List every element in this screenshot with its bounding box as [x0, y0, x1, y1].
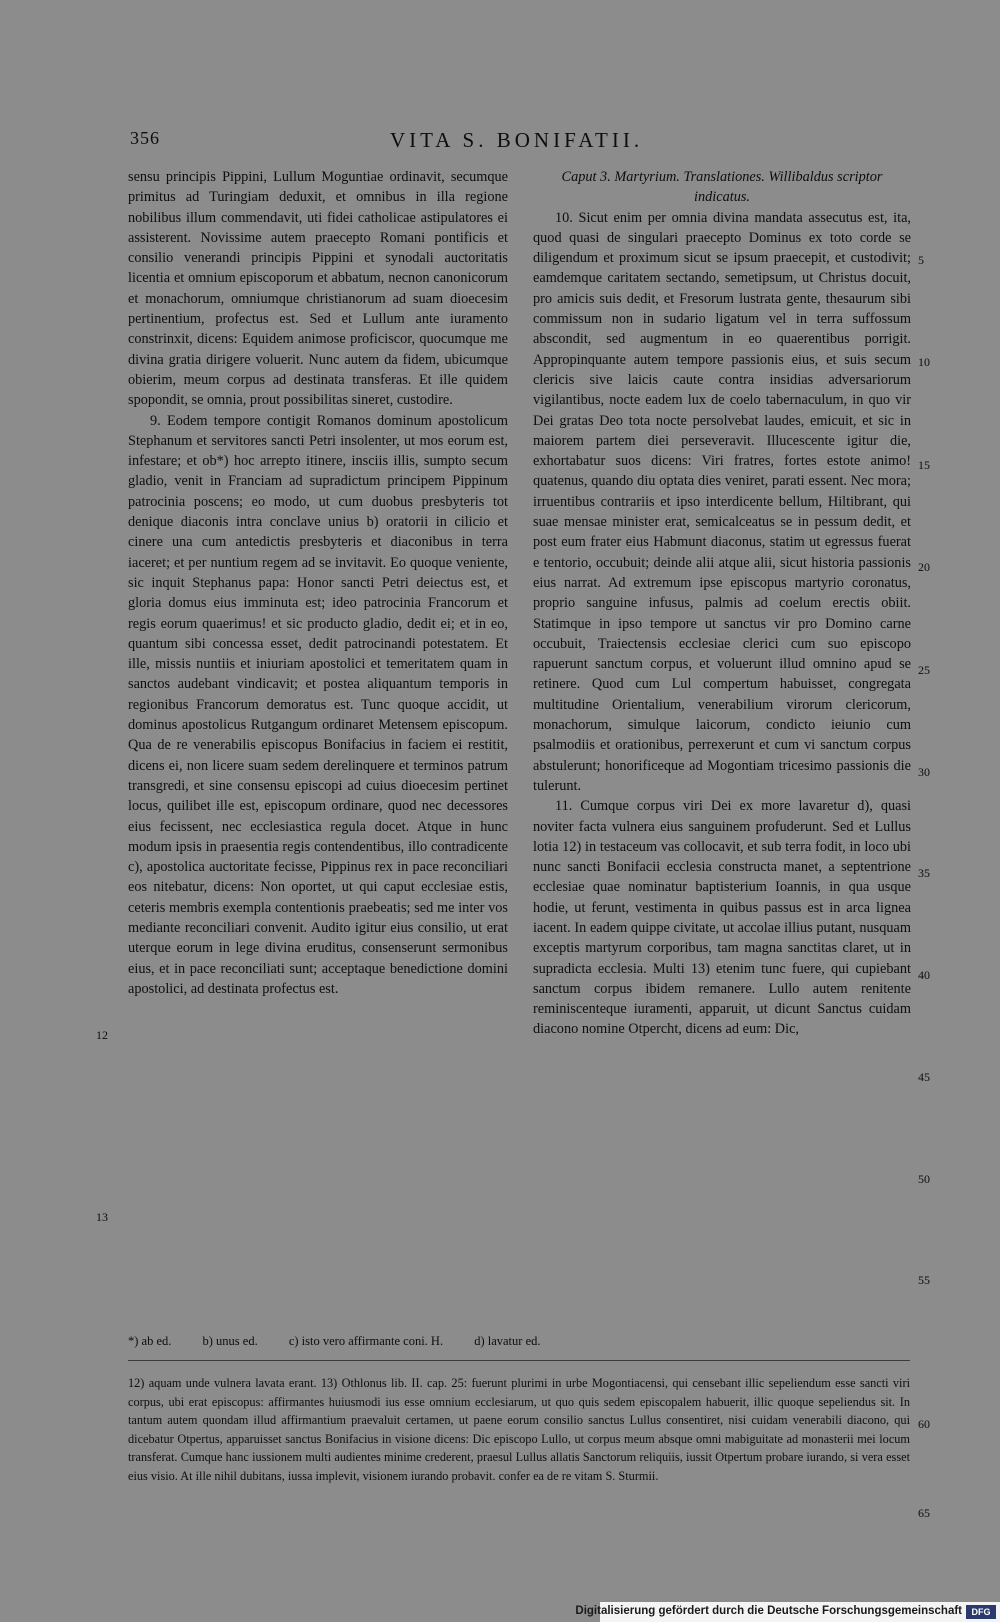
paragraph-10: 10. Sicut enim per omnia divina mandata assecutus est, ita, quod quasi de singulari praecepto Dominus ex toto corde se diligendum et proximum sicut se ipsum praecepit, et custodivit; eamdemque caritatem sectando, semetipsum, ut Christus docuit, pro amicis suis dedit, et Fresorum lustrata gente, thesaurum sibi commissum non in sudario ligatum vel in terra suffossum abscondit, sed augmentum in eo quaerentibus porrigit. Appropinquante autem tempore passionis eius, et suis secum clericis sive laicis caute contra insidias adversariorum vigilantibus, nocte eadem lux de coelo tabernaculum, in quo vir Dei gratas Deo tota nocte persolvebat laudes, emicuit, et sic in maiorem partem diei perseveravit. Illucescente igitur die, exhortabatur suos dicens: Viri fratres, fortes estote animo! quatenus, quando diu optata dies veniret, parati essent. Nec mora; irruentibus contrariis et ipso interdicente bellum, Hiltibrant, qui suae mensae minister erat, semicalceatus se in pessum dedit, et post eum frater eius Habmunt diaconus, statim ut egressus fuerat e tentorio, occubuit; deinde alii atque alii, sicut historia passionis eius narrat. Ad extremum ipse episcopus martyrio coronatus, proprio sanguine infusus, palmis ad coelum erectis obiit. Statimque in ipso tempore ut sanctus vir pro Domino carne occubuit, Traiectensis ecclesiae clerici cum suo episcopo rapuerunt sanctum corpus, et voluerunt illud omnino apud se retinere. Quod cum Lul compertum habuisset, congregata multitudine Orientalium, venerabilium virorum clericorum, monachorum, simulque laicorum, condicto ieiunio cum psalmodiis et orationibus, perrexerunt et cum vi sanctum corpus abstulerunt; honorificeque ad Mogontiam tricesimo passionis die tulerunt. [533, 209, 911, 794]
paragraph-11: 11. Cumque corpus viri Dei ex more lavaretur d), quasi noviter facta vulnera eius sanguinem profuderunt. Sed et Lullus lotia 12) in testaceum vas collocavit, et sub terra fodit, in loco ubi nunc sancti Bonifacii ecclesia constructa manet, a septentrione ecclesiae quae nominatur baptisterium Ioannis, in qua usque hodie, ut ferunt, vestimenta in quibus passus est in arca lignea iacent. In eadem quippe civitate, ut accolae illius putant, nusquam exceptis martyrum corporibus, tam magna sanctitas claret, ut in supradicta ecclesia. Multi 13) etenim tunc fuere, qui cupiebant sanctum corpus ibidem remanere. Lullo autem renitente reminiscenteque iuramenti, apparuit, ut dicunt Sanctus cuidam diacono nomine Otpercht, dicens ad eum: Dic, [533, 798, 911, 1038]
line-number: 20 [918, 560, 930, 574]
funding-credit: Digitalisierung gefördert durch die Deutsche Forschungsgemeinschaft [575, 1605, 962, 1617]
line-number: 35 [918, 866, 930, 880]
apparatus-note: d) lavatur ed. [474, 1334, 541, 1348]
paragraph-9: 9. Eodem tempore contigit Romanos dominum apostolicum Stephanum et servitores sancti Petri insolenter, ut mos eorum est, infestare; et ob*) hoc arrepto itinere, insciis illis, sumpto secum gladio, venit in Franciam ad supradictum principem Pippinum patrocinia poscens; eo modo, ut cum duobus presbyteris tot denique diaconis intra conclave unius b) oratorii in cilicio et cinere una cum antedictis presbyteris et diaconibus in terra iaceret; et per nuntium regem ad se invitavit. Eo quoque veniente, sic inquit Stephanus papa: Honor sancti Petri deiectus est, et gloria domus eius imminuta est; ideo patrocinia Francorum et regis eorum quaerimus! et sic producto gladio, dedit ei; et in eo, quantum sibi concessa esset, dedit patrocinandi potestatem. Et ille, missis nuntiis et iniuriam apostolici et temeritatem quam in sanctos audebant vindicavit; et postea aliquantum temporis in regionibus Francorum demoratus est. Tunc quoque accidit, ut dominus apostolicus Rutgangum ordinaret Metensem episcopum. Qua de re venerabilis episcopus Bonifacius in faciem ei restitit, dicens ei, non licere suam sedem derelinquere et terminos patrum transgredi, et sine consensu episcopi ad cuius dioecesim pertinet locus, quilibet ille est, episcopum ordinare, quod nec decessores eius fecissent, nec ecclesiastica regula docet. Atque in hunc modum ipsis in praesentia regis contendentibus, illo contradicente c), apostolica auctoritate fecisse, Pippinus rex in pace reconciliari eos nitebatur, dicens: Non oportet, ut qui caput ecclesiae estis, ceteris membris exempla contentionis praebeatis; sed me inter vos mediante reconciliari convenit. Audito igitur eius consilio, ut erat uterque eorum in lege divina eruditus, consenserunt sermonibus eius, et in pace reconciliati sunt; acceptaque benedictione domini apostolici, ad destinata profectus est. [128, 412, 508, 997]
line-number: 10 [918, 355, 930, 369]
apparatus-criticus [128, 1334, 918, 1349]
running-title: VITA S. BONIFATII. [390, 128, 644, 152]
line-number: 65 [918, 1506, 930, 1520]
page-number: 356 [130, 128, 160, 148]
margin-number-left: 12 [96, 1028, 108, 1042]
line-number: 55 [918, 1273, 930, 1287]
line-number: 60 [918, 1417, 930, 1431]
dfg-logo-icon: DFG [966, 1605, 996, 1619]
line-number: 45 [918, 1070, 930, 1084]
line-number: 5 [918, 253, 924, 267]
line-number: 50 [918, 1172, 930, 1186]
line-number: 30 [918, 765, 930, 779]
footnotes: 12) aquam unde vulnera lavata erant. 13) Othlonus lib. II. cap. 25: fuerunt plurimi in urbe Mogontiacensi, qui censebant illic sepeliendum esse sancti viri corpus, ubi erat episcopus: affirmantes huiusmodi ius esse omnium ecclesiarum, ut quo quis sedem episcopalem habuerit, illic quoque sepeliendus sit. In tantum autem quondam illud affirmantium praevaluit certamen, ut paene eorum consilio sanctus Lullus consentiret, nisi cuidam venerabili diacono, qui dicebatur Otpertus, apparuisset sanctus Bonifacius in visione dicens: Dic episcopo Lullo, ut corpus meum absque omni mabiguitate ad monasterii mei locum transferat. Cumque hanc iussionem multi audientes minime crederent, praesul Lullus allatis Sanctorum reliquiis, iussit Otpertum probare iurando, si vera esset eius visio. At ille nihil dubitans, iussa implevit, visionem iurando probavit. confer ea de re vitam S. Sturmii. [128, 1376, 910, 1483]
right-column [533, 167, 911, 1040]
page-header [0, 128, 1000, 158]
apparatus-note: b) unus ed. [202, 1334, 258, 1348]
apparatus-note: *) ab ed. [128, 1334, 172, 1348]
line-number: 25 [918, 663, 930, 677]
caput-heading: Caput 3. Martyrium. Translationes. Willibaldus scriptor indicatus. [561, 169, 883, 206]
digitization-footer [575, 1602, 1000, 1622]
line-number: 40 [918, 968, 930, 982]
left-column [128, 167, 508, 999]
apparatus-note: c) isto vero affirmante coni. H. [288, 1334, 444, 1348]
line-number: 15 [918, 458, 930, 472]
paragraph-continuation: sensu principis Pippini, Lullum Moguntiae ordinavit, secumque primitus ad Turingiam deduxit, et omnibus in illa regione nobilibus illum commendavit, uti fidei catholicae astipulatores ei assisterent. Novissime autem praecepto Romani pontificis et consilio venerandi principis Pippini et synodali auctoritatis licentia et omnium episcoporum et abbatum, necnon canonicorum et monachorum, omniumque christianorum ad suam dioecesim pertinentium, profectus est. Sed et Lullum ante iuramento constrinxit, dicens: Equidem animose proficiscor, quocumque me divina gratia dirigere voluerit. Nunc autem da fidem, ubicumque obierim, meum corpus ad destinata transferas. Et ille quidem spopondit, se omnia, prout possibilitas sineret, custodire. [128, 169, 508, 409]
footnote-divider [128, 1360, 910, 1361]
margin-number-left: 13 [96, 1210, 108, 1224]
